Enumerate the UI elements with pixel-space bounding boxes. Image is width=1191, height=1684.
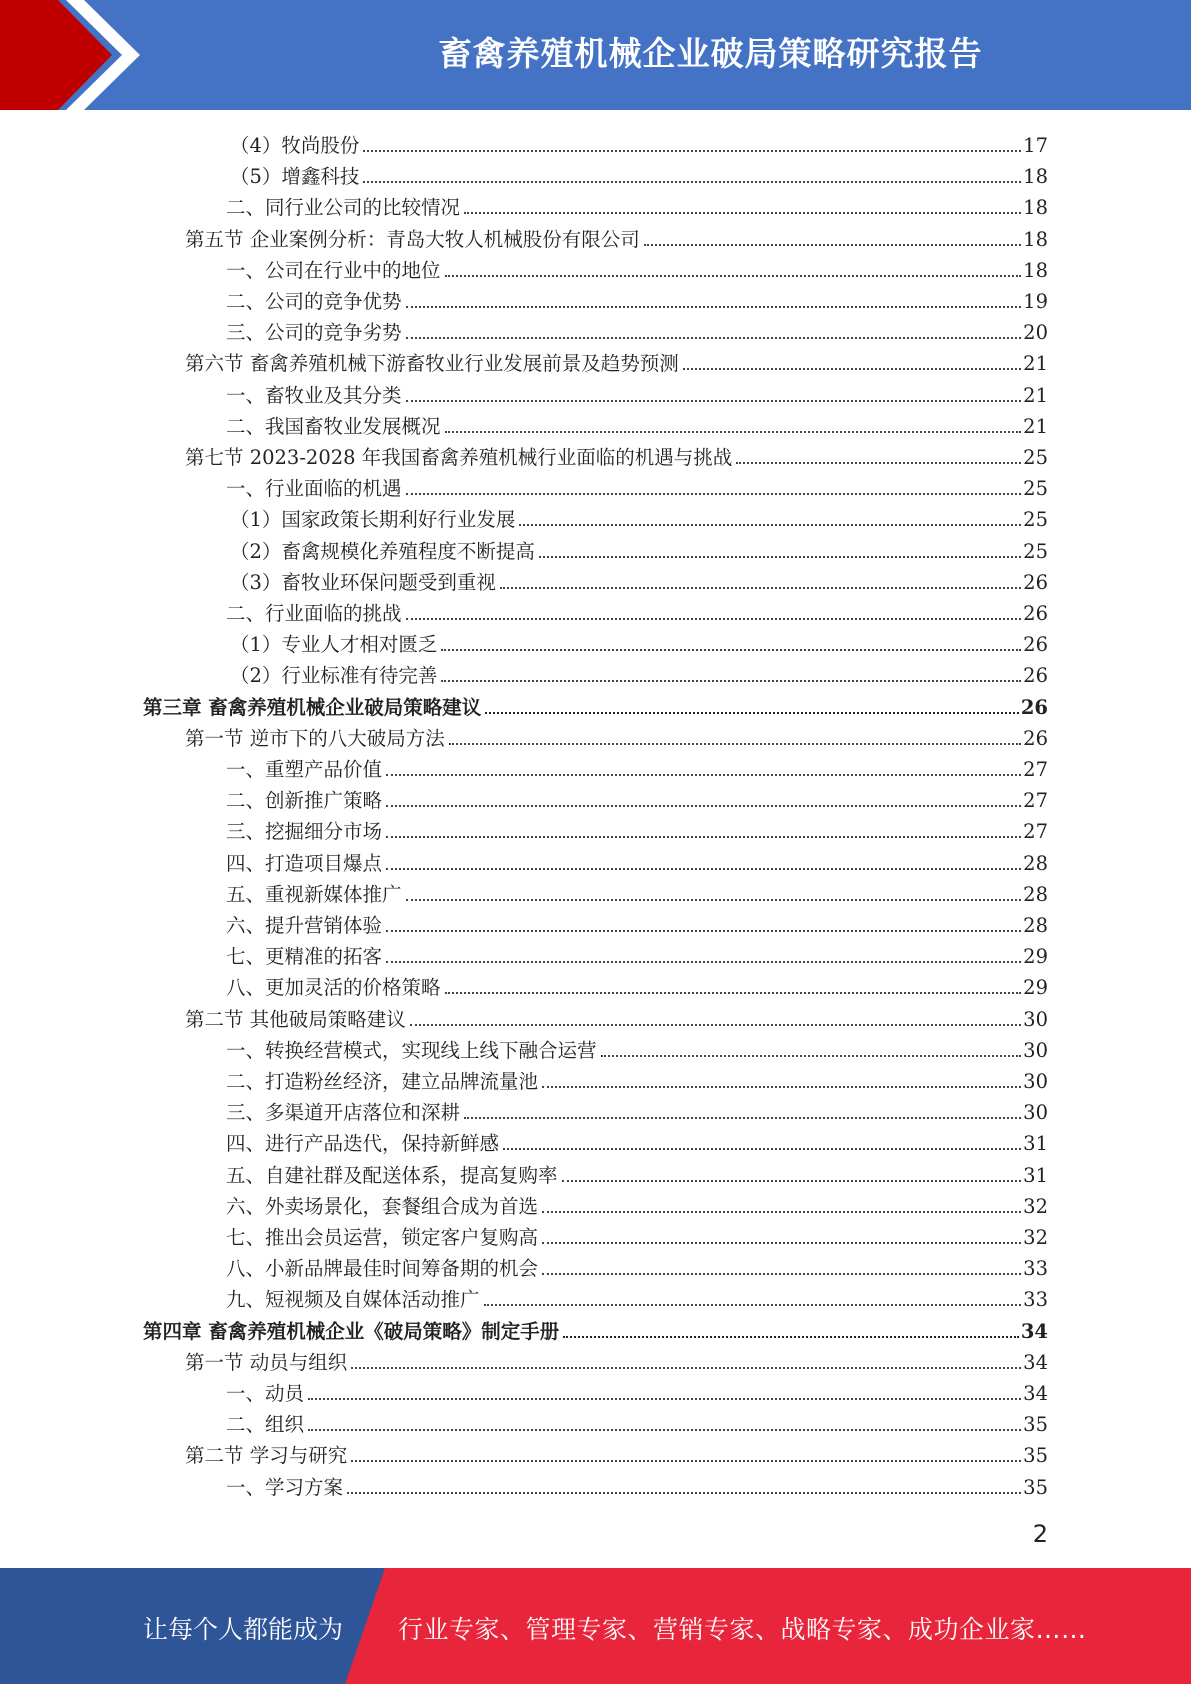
- toc-entry-label: 七、更精准的拓客: [226, 945, 383, 969]
- toc-item-row[interactable]: [230, 501, 1048, 532]
- toc-entry-page: 30: [1023, 1007, 1048, 1031]
- toc-entry-page: 26: [1023, 726, 1048, 750]
- toc-item-row[interactable]: [226, 845, 1048, 876]
- toc-dot-leader: [386, 929, 1021, 932]
- toc-entry-label: （2）行业标准有待完善: [230, 664, 438, 688]
- toc-dot-leader: [410, 1023, 1021, 1026]
- toc-dot-leader: [503, 1147, 1021, 1150]
- toc-section-row[interactable]: [185, 1344, 1048, 1375]
- toc-entry-page: 21: [1023, 352, 1048, 376]
- toc-item-row[interactable]: [230, 158, 1048, 189]
- toc-entry-page: 34: [1020, 1319, 1048, 1343]
- toc-section-row[interactable]: [185, 345, 1048, 376]
- toc-entry-page: 25: [1023, 446, 1048, 469]
- toc-entry-page: 27: [1023, 789, 1048, 813]
- toc-item-row[interactable]: [226, 1250, 1048, 1281]
- toc-item-row[interactable]: [226, 782, 1048, 813]
- page-footer: [0, 1568, 1191, 1684]
- toc-entry-label: 六、提升营销体验: [226, 914, 383, 937]
- toc-entry-page: 17: [1023, 134, 1048, 157]
- toc-entry-label: 第一节 逆市下的八大破局方法: [185, 726, 445, 750]
- toc-dot-leader: [406, 399, 1022, 402]
- toc-entry-label: 七、推出会员运营，锁定客户复购高: [226, 1226, 539, 1249]
- toc-entry-page: 18: [1023, 196, 1048, 220]
- toc-entry-label: 五、自建社群及配送体系，提高复购率: [226, 1163, 558, 1187]
- toc-entry-label: 第五节 企业案例分析：青岛大牧人机械股份有限公司: [185, 227, 640, 251]
- toc-dot-leader: [563, 1335, 1019, 1338]
- toc-item-row[interactable]: [226, 470, 1048, 501]
- toc-dot-leader: [485, 711, 1019, 714]
- toc-entry-page: 32: [1023, 1226, 1048, 1249]
- toc-dot-leader: [445, 991, 1022, 994]
- toc-entry-label: 一、转换经营模式，实现线上线下融合运营: [226, 1038, 597, 1062]
- toc-item-row[interactable]: [226, 876, 1048, 907]
- toc-entry-label: 第二节 其他破局策略建议: [185, 1007, 406, 1031]
- toc-entry-label: 二、创新推广策略: [226, 789, 383, 813]
- toc-dot-leader: [406, 305, 1022, 308]
- toc-entry-page: 27: [1023, 820, 1048, 844]
- toc-dot-leader: [386, 835, 1021, 838]
- toc-dot-leader: [351, 1366, 1021, 1369]
- toc-dot-leader: [406, 336, 1022, 339]
- toc-entry-page: 33: [1023, 1288, 1048, 1312]
- toc-dot-leader: [484, 1303, 1022, 1306]
- toc-item-row[interactable]: [226, 408, 1048, 439]
- toc-entry-page: 20: [1023, 321, 1048, 345]
- toc-entry-page: 35: [1023, 1444, 1048, 1468]
- toc-dot-leader: [464, 211, 1021, 214]
- toc-entry-label: 二、同行业公司的比较情况: [226, 196, 461, 220]
- toc-entry-page: 26: [1023, 664, 1048, 688]
- toc-dot-leader: [386, 773, 1021, 776]
- toc-dot-leader: [542, 1241, 1021, 1244]
- toc-item-row[interactable]: [226, 1281, 1048, 1312]
- toc-dot-leader: [308, 1397, 1021, 1400]
- toc-entry-label: 第六节 畜禽养殖机械下游畜牧业行业发展前景及趋势预测: [185, 352, 679, 376]
- toc-entry-label: （1）国家政策长期利好行业发展: [230, 508, 516, 532]
- toc-entry-page: 25: [1023, 508, 1048, 532]
- toc-entry-page: 33: [1023, 1257, 1048, 1281]
- footer-slogan-left: 让每个人都能成为: [143, 1615, 344, 1644]
- toc-entry-label: 八、小新品牌最佳时间筹备期的机会: [226, 1257, 539, 1281]
- toc-entry-page: 30: [1023, 1101, 1048, 1125]
- toc-dot-leader: [406, 898, 1022, 901]
- toc-entry-label: 第四章 畜禽养殖机械企业《破局策略》制定手册: [143, 1319, 560, 1343]
- toc-item-row[interactable]: [226, 314, 1048, 345]
- toc-entry-label: 九、短视频及自媒体活动推广: [226, 1288, 480, 1312]
- toc-item-row[interactable]: [226, 283, 1048, 314]
- toc-entry-page: 27: [1023, 758, 1048, 781]
- toc-item-row[interactable]: [226, 1375, 1048, 1406]
- toc-dot-leader: [601, 1054, 1022, 1057]
- toc-entry-page: 25: [1023, 539, 1048, 563]
- toc-entry-page: 31: [1023, 1132, 1048, 1156]
- toc-entry-page: 29: [1023, 976, 1048, 1000]
- toc-entry-label: 五、重视新媒体推广: [226, 882, 402, 906]
- toc-item-row[interactable]: [226, 813, 1048, 844]
- toc-dot-leader: [445, 274, 1022, 277]
- page-header: [0, 0, 1191, 110]
- toc-dot-leader: [351, 1459, 1021, 1462]
- toc-entry-label: 六、外卖场景化，套餐组合成为首选: [226, 1194, 539, 1218]
- toc-entry-page: 30: [1023, 1070, 1048, 1093]
- toc-item-row[interactable]: [230, 564, 1048, 595]
- toc-entry-label: 三、公司的竞争劣势: [226, 321, 402, 345]
- toc-entry-label: 一、学习方案: [226, 1475, 344, 1499]
- toc-dot-leader: [539, 555, 1021, 558]
- toc-item-row[interactable]: [226, 1157, 1048, 1188]
- toc-section-row[interactable]: [185, 439, 1048, 470]
- toc-item-row[interactable]: [226, 1406, 1048, 1437]
- toc-entry-page: 28: [1023, 851, 1048, 875]
- toc-item-row[interactable]: [226, 595, 1048, 626]
- toc-dot-leader: [542, 1085, 1021, 1088]
- toc-section-row[interactable]: [185, 1437, 1048, 1468]
- toc-item-row[interactable]: [226, 969, 1048, 1000]
- toc-item-row[interactable]: [226, 938, 1048, 969]
- toc-entry-page: 30: [1023, 1038, 1048, 1062]
- toc-dot-leader: [445, 430, 1022, 433]
- toc-entry-page: 31: [1023, 1163, 1048, 1187]
- toc-entry-page: 29: [1023, 945, 1048, 969]
- toc-section-row[interactable]: [185, 720, 1048, 751]
- toc-item-row[interactable]: [230, 533, 1048, 564]
- toc-item-row[interactable]: [226, 1094, 1048, 1125]
- toc-section-row[interactable]: [185, 1001, 1048, 1032]
- toc-item-row[interactable]: [230, 657, 1048, 688]
- toc-dot-leader: [464, 1116, 1021, 1119]
- toc-item-row[interactable]: [226, 1063, 1048, 1094]
- toc-entry-page: 26: [1023, 602, 1048, 625]
- toc-item-row[interactable]: [226, 751, 1048, 782]
- toc-entry-page: 19: [1023, 290, 1048, 313]
- toc-dot-leader: [347, 1491, 1021, 1494]
- toc-item-row[interactable]: [226, 377, 1048, 408]
- toc-item-row[interactable]: [230, 626, 1048, 657]
- toc-dot-leader: [542, 1272, 1021, 1275]
- toc-dot-leader: [406, 492, 1022, 495]
- toc-entry-page: 25: [1023, 477, 1048, 501]
- toc-entry-label: 三、挖掘细分市场: [226, 820, 383, 844]
- toc-item-row[interactable]: [230, 127, 1048, 158]
- toc-item-row[interactable]: [226, 1219, 1048, 1250]
- toc-entry-page: 26: [1020, 695, 1048, 719]
- toc-entry-page: 18: [1023, 165, 1048, 189]
- toc-entry-label: 二、组织: [226, 1413, 305, 1437]
- toc-entry-label: 二、行业面临的挑战: [226, 602, 402, 625]
- toc-entry-page: 28: [1023, 914, 1048, 937]
- toc-item-row[interactable]: [226, 1469, 1048, 1500]
- toc-entry-label: 四、进行产品迭代，保持新鲜感: [226, 1132, 500, 1156]
- page-number: 2: [1032, 1520, 1048, 1548]
- toc-entry-label: （1）专业人才相对匮乏: [230, 633, 438, 657]
- toc-entry-page: 26: [1023, 570, 1048, 594]
- toc-entry-label: （4）牧尚股份: [230, 134, 360, 157]
- toc-entry-label: 二、我国畜牧业发展概况: [226, 414, 441, 438]
- toc-item-row[interactable]: [226, 1032, 1048, 1063]
- toc-entry-label: 第七节 2023-2028 年我国畜禽养殖机械行业面临的机遇与挑战: [185, 446, 733, 469]
- toc-entry-page: 26: [1023, 633, 1048, 657]
- report-title: 畜禽养殖机械企业破局策略研究报告: [438, 34, 983, 73]
- toc-dot-leader: [406, 617, 1022, 620]
- toc-dot-leader: [386, 867, 1021, 870]
- toc-chapter-row[interactable]: [143, 1313, 1048, 1344]
- toc-dot-leader: [386, 804, 1021, 807]
- toc-entry-page: 28: [1023, 882, 1048, 906]
- toc-entry-label: 一、畜牧业及其分类: [226, 383, 402, 407]
- toc-entry-label: 一、动员: [226, 1382, 305, 1405]
- footer-slogan-right: 行业专家、管理专家、营销专家、战略专家、成功企业家……: [398, 1615, 1087, 1644]
- toc-dot-leader: [519, 523, 1021, 526]
- toc-dot-leader: [449, 742, 1021, 745]
- toc-entry-label: 八、更加灵活的价格策略: [226, 976, 441, 1000]
- toc-entry-page: 21: [1023, 383, 1048, 407]
- toc-dot-leader: [308, 1428, 1021, 1431]
- toc-entry-page: 35: [1023, 1475, 1048, 1499]
- toc-item-row[interactable]: [226, 1125, 1048, 1156]
- toc-entry-label: 一、重塑产品价值: [226, 758, 383, 781]
- toc-dot-leader: [441, 679, 1021, 682]
- toc-entry-page: 34: [1023, 1350, 1048, 1374]
- toc-entry-page: 35: [1023, 1413, 1048, 1437]
- toc-entry-page: 21: [1023, 414, 1048, 438]
- toc-entry-label: （2）畜禽规模化养殖程度不断提高: [230, 539, 535, 563]
- toc-entry-label: 一、行业面临的机遇: [226, 477, 402, 501]
- toc-entry-label: 二、打造粉丝经济，建立品牌流量池: [226, 1070, 539, 1093]
- toc-entry-label: 第二节 学习与研究: [185, 1444, 348, 1468]
- toc-item-row[interactable]: [226, 907, 1048, 938]
- toc-dot-leader: [736, 461, 1021, 464]
- toc-entry-page: 18: [1023, 258, 1048, 282]
- toc-dot-leader: [363, 149, 1021, 152]
- toc-dot-leader: [386, 960, 1021, 963]
- toc-item-row[interactable]: [226, 252, 1048, 283]
- toc-dot-leader: [542, 1210, 1021, 1213]
- toc-entry-page: 32: [1023, 1194, 1048, 1218]
- toc-entry-label: （5）增鑫科技: [230, 165, 360, 189]
- toc-dot-leader: [363, 180, 1021, 183]
- toc-dot-leader: [683, 367, 1021, 370]
- toc-entry-label: 三、多渠道开店落位和深耕: [226, 1101, 461, 1125]
- toc-chapter-row[interactable]: [143, 689, 1048, 720]
- toc-entry-label: 第一节 动员与组织: [185, 1350, 348, 1374]
- toc-entry-page: 18: [1023, 227, 1048, 251]
- toc-item-row[interactable]: [226, 1188, 1048, 1219]
- toc-dot-leader: [441, 648, 1021, 651]
- toc-section-row[interactable]: [185, 221, 1048, 252]
- toc-dot-leader: [500, 586, 1021, 589]
- toc-entry-label: 二、公司的竞争优势: [226, 290, 402, 313]
- toc-entry-page: 34: [1023, 1382, 1048, 1405]
- toc-dot-leader: [644, 243, 1021, 246]
- toc-dot-leader: [562, 1179, 1022, 1182]
- toc-item-row[interactable]: [226, 189, 1048, 220]
- toc-entry-label: 第三章 畜禽养殖机械企业破局策略建议: [143, 695, 482, 719]
- toc-entry-label: 一、公司在行业中的地位: [226, 258, 441, 282]
- toc-entry-label: 四、打造项目爆点: [226, 851, 383, 875]
- toc-entry-label: （3）畜牧业环保问题受到重视: [230, 570, 496, 594]
